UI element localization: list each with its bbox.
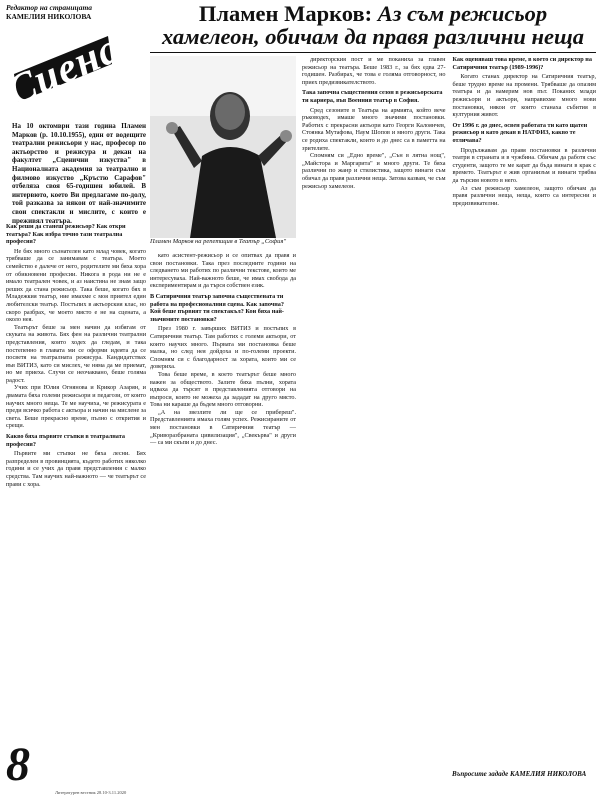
photo-caption: Пламен Марков на репетиция в Театър „София": [150, 238, 287, 245]
question: От 1996 г. до днес, освен работата ти като щатен режисьор и като декан в НАТФИЗ, какво те отличава?: [452, 121, 588, 144]
question: Какво бяха първите стъпки в театралната професия?: [6, 433, 125, 448]
question: В Сатиричния театър започна съществената ти работа на професионалния сцена. Как започна? Кой беше първият ти спектакъл? Кои бяха най-значимите постановки?: [150, 292, 284, 323]
footer-text: Литературен вестник 28.10-3.11.2020: [55, 790, 127, 795]
article-headline: [150, 2, 596, 48]
photo-image: [150, 56, 296, 238]
headline-quote: Аз съм режисьор хамелеон, обичам да правя различни неща: [161, 1, 585, 49]
section-title: Сцена: [0, 24, 128, 116]
article-photo: [150, 56, 296, 238]
paragraph: „А на звезлите ли ще се прибереш". Представленията имаха голям успех. Режисираните от мен постановки в Сатиричния театър — „Криворазбраната цивилизация", „Свекърва" и други — са ми скъпи и до днес.: [150, 408, 296, 447]
paragraph: Сред сезоните в Театъра на армията, който вече ръководех, имаше много значими постановки. Работих с прекрасни актьори като Георги Калоянчев, Стоянка Мутафова, Наум Шопов и много други. Така се родиха спектакли, които и до днес са в паметта на зрителите.: [302, 106, 446, 152]
question: Как оценяваш това време, в което си директор на Сатиричния театър (1989-1996)?: [452, 56, 592, 71]
headline-rule: [150, 52, 596, 53]
section-badge: [0, 24, 128, 116]
page-editor: [6, 3, 146, 21]
paragraph: Първите ми стъпки не бяха лесни. Бях разпределен в провинцията, където работих няколко години и се учих да правя представления с малко средства. Там научих най-важното — че театърът се прави с хора.: [6, 450, 146, 488]
paragraph: Театърът беше за мен начин да избягам от скуката на живота. Бях фен на различни театрални представления, които ходех да гледам, и така постепенно в главата ми се оформи идеята да се посветя на театралната режисура. Кандидатствах във ВИТИЗ, като си мислех, че няма да ме приемат, но ме приеха. Случи се неочаквано, беше голяма радост.: [6, 323, 146, 384]
paragraph: като асистент-режисьор и се опитвах да правя и свои постановки. Така през последните години на следването ми работих по различни текстове, които ме интересуваха. Най-важното беше, че имах свобода да експериментирам и да търся собствен език.: [150, 252, 296, 290]
paragraph: Спомням си „Едно време", „Сън в лятна нощ", „Майстора и Маргарита" и много други. Те бяха различни по жанр и стилистика, защото винаги съм обичал да правя различни неща. Затова казвам, че съм режисьор хамелеон.: [302, 152, 446, 190]
headline-name: Пламен Марков:: [198, 1, 373, 26]
editor-name: КАМЕЛИЯ НИКОЛОВА: [6, 12, 92, 21]
paragraph: През 1980 г. завърших ВИТИЗ и постъпих в Сатиричния театър. Там работих с големи актьори, от които научих много. Първата ми постановка беше малка, но след нея дойдоха и по-големи проекти. Спомням си с благодарност за хората, които ми се довериха.: [150, 325, 296, 371]
paragraph: директорския пост и ме поканиха за главен режисьор на театъра. Беше 1983 г., за бях едва 27-годишен. Разбирах, че това е голяма отговорност, но приех предизвикателството.: [302, 56, 446, 86]
paragraph: Продължавам да правя постановки в различни театри в страната и в чужбина. Обичам да работя със студенти, защото те ме карат да бъда винаги в крак с времето. Театърът е жив организъм и винаги трябва да търсим новото в него.: [452, 146, 596, 184]
question: Как реши да станеш режисьор? Как откри театъра? Как избра точно тази театрална професия?: [6, 223, 126, 246]
text-columns-3-4: [302, 56, 596, 791]
page-number: 8: [6, 738, 30, 791]
paragraph: Това беше време, в което театърът беше много важен за обществото. Залите бяха пълни, хората идваха да търсят в представленията отговори на въпроси, които не можеха да зададат на друго място. Това ни караше да бъдем много отговорни.: [150, 370, 296, 409]
text-column-1: [6, 220, 146, 740]
paragraph: Не бях много съзнателен като млад човек, когато трябваше да се занимавам с театъра. Моето семейство е далече от него, родителите ми бяха хора от обикновени професии. Никога в рода ни не е имало театрален човек, и аз наистина не знам защо реших да стана режисьор. Така беше, когато бях в Младежкия театър, ние имахме с моя приятел един любителски театър. Постъпих в актьорския клас, но скоро разбрах, че моето място е не на сцената, а около нея.: [6, 247, 146, 324]
text-column-2: [150, 252, 296, 782]
interviewer-signature: Въпросите зададе КАМЕЛИЯ НИКОЛОВА: [452, 770, 587, 778]
article-lead: На 10 октомври тази година Пламен Марков (р. 10.10.1955), един от водещите театрални режисьори у нас, професор по актьорство и режисура и декан на факултет „Сценични изкуства" в Националната академия за театрално и филмово изкуство „Кръстю Сарафов" отбеляза своя 65-годишен юбилей. В интервюто, което Ви предлагаме по-долу, той разказва за някои от най-значимите свои спектакли и мислите, с които е преживял театъра.: [12, 122, 146, 225]
paragraph: Аз съм режисьор хамелеон, защото обичам да правя различни неща, неща, които са интересни и предизвикателни.: [452, 184, 596, 207]
paragraph: Когато станах директор на Сатиричния театър, беше трудно време на промени. Трябваше да опазим театъра и да намерим нов път. Поканих млади режисьори и актьори, направихме много нови постановки, някои от които станаха събития в културния живот.: [452, 73, 596, 119]
paragraph: Учих при Юлия Огнянова и Крикор Азарян, и двамата бяха големи режисьори и педагози, от които научих много неща. Те ме научиха, че режисурата е преди всичко работа с актьора и начин на мислене за света. Беше прекрасно време, пълно с открития и срещи.: [6, 384, 146, 430]
question: Така започна съществения сезон в режисьорската ти кариера, във Военния театър в София.: [302, 89, 443, 104]
editor-label: Редактор на страницата: [6, 3, 93, 12]
